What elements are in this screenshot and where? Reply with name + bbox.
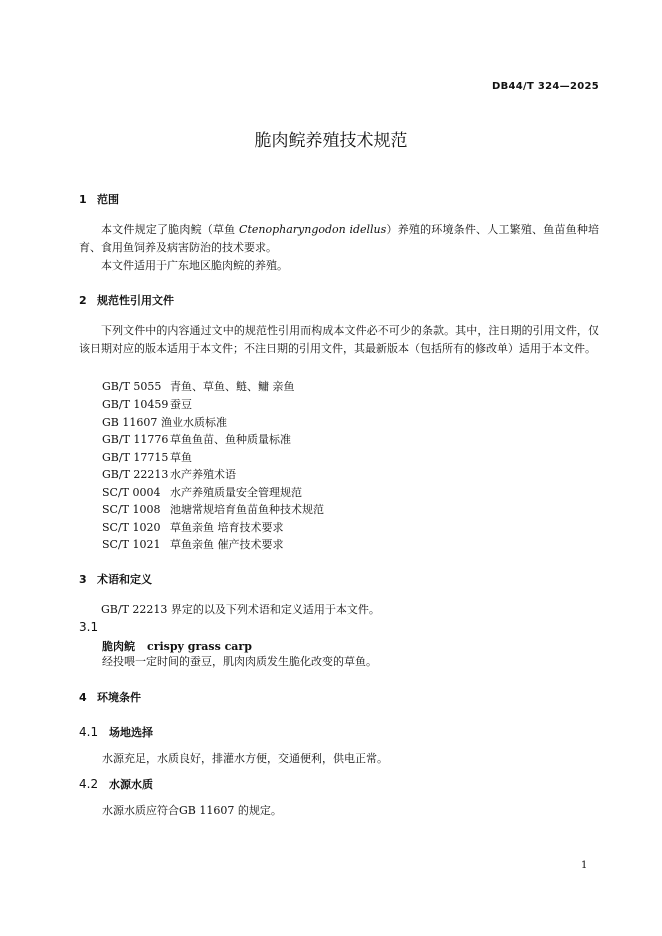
document-number: DB44/T 324—2025: [492, 81, 599, 92]
page-number: 1: [581, 860, 588, 871]
section-number: 2: [79, 294, 87, 307]
reference-item: GB/T 22213 水产养殖术语: [102, 468, 236, 481]
section-2-heading: [79, 292, 174, 308]
section-3-heading: [79, 571, 152, 587]
section-title: 环境条件: [97, 691, 141, 704]
section-title: 术语和定义: [97, 573, 152, 586]
latin-name: Ctenopharyngodon idellus: [239, 223, 387, 236]
term-number: 3.1: [79, 620, 99, 634]
scope-paragraph-2: 本文件适用于广东地区脆肉鲩的养殖。: [101, 259, 288, 272]
section-title: 范围: [97, 193, 119, 206]
reference-item: SC/T 0004 水产养殖质量安全管理规范: [102, 486, 302, 499]
section-title: 规范性引用文件: [97, 294, 174, 307]
reference-item: GB/T 10459 蚕豆: [102, 398, 192, 411]
term-english: crispy grass carp: [147, 640, 252, 653]
section-1-heading: [79, 191, 119, 207]
reference-item: SC/T 1020 草鱼亲鱼 培育技术要求: [102, 521, 284, 534]
subsection-4-2-heading: 4.2 水源水质: [79, 777, 153, 791]
reference-item: GB 11607 渔业水质标准: [102, 416, 227, 429]
scope-paragraph-1: 本文件规定了脆肉鲩（草鱼 Ctenopharyngodon idellus）养殖的环境条件、人工繁殖、鱼苗鱼种培育、食用鱼饲养及病害防治的技术要求。: [79, 223, 600, 254]
term-definition: 经投喂一定时间的蚕豆，肌肉肉质发生脆化改变的草鱼。: [102, 655, 377, 668]
reference-item: SC/T 1021 草鱼亲鱼 催产技术要求: [102, 538, 284, 551]
section-number: 4: [79, 691, 87, 704]
subsection-4-1-heading: 4.1 场地选择: [79, 725, 153, 739]
section-number: 3: [79, 573, 87, 586]
references-intro: 下列文件中的内容通过文中的规范性引用而构成本文件必不可少的条款。其中，注日期的引用文件，仅该日期对应的版本适用于本文件；不注日期的引用文件，其最新版本（包括所有的修改单）适用于本文件。: [79, 324, 599, 355]
term-name: 脆肉鲩: [102, 640, 135, 653]
water-quality-text: 水源水质应符合GB 11607 的规定。: [102, 804, 282, 817]
section-4-heading: [79, 689, 141, 705]
reference-item: GB/T 5055 青鱼、草鱼、鲢、鳙 亲鱼: [102, 380, 295, 393]
term-entry: [102, 638, 252, 654]
terms-intro: GB/T 22213 界定的以及下列术语和定义适用于本文件。: [101, 603, 380, 616]
reference-item: GB/T 17715 草鱼: [102, 451, 192, 464]
site-selection-text: 水源充足，水质良好，排灌水方便，交通便利，供电正常。: [102, 752, 388, 765]
reference-item: SC/T 1008 池塘常规培育鱼苗鱼种技术规范: [102, 503, 324, 516]
section-number: 1: [79, 193, 87, 206]
reference-item: GB/T 11776 草鱼鱼苗、鱼种质量标准: [102, 433, 291, 446]
document-title: 脆肉鲩养殖技术规范: [254, 131, 408, 151]
